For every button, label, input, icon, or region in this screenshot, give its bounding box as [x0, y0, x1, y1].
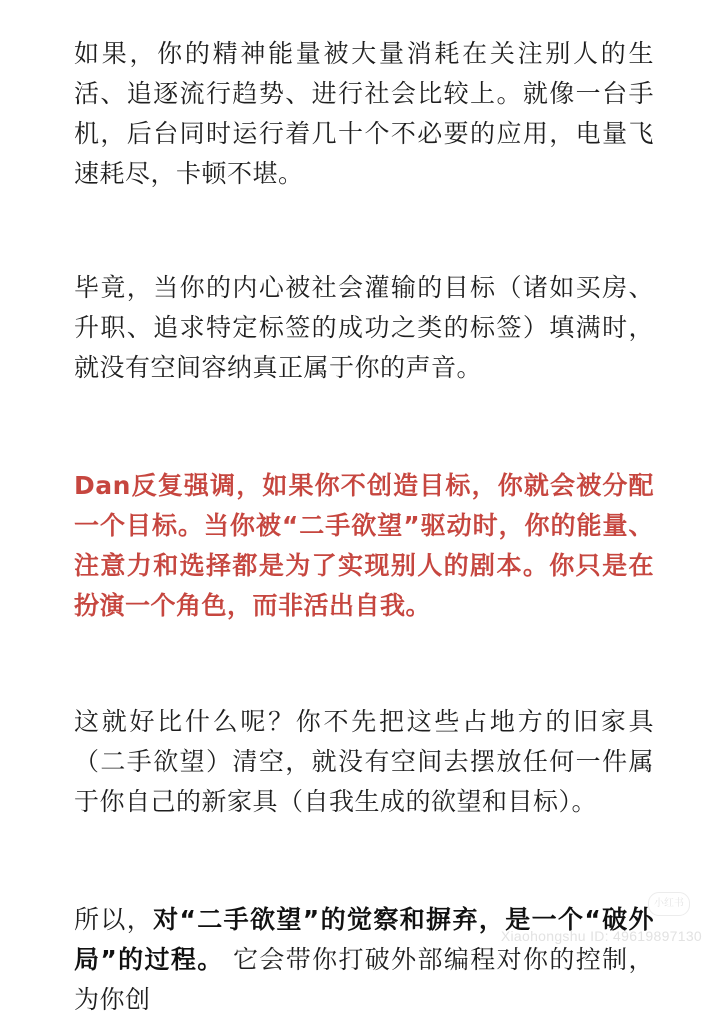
paragraph-4: 这就好比什么呢？你不先把这些占地方的旧家具（二手欲望）清空，就没有空间去摆放任何一件属于你自己的新家具（自我生成的欲望和目标）。	[74, 707, 654, 816]
paragraph-5-lead: 所以，	[74, 905, 154, 934]
article-body	[74, 34, 654, 1020]
paragraph-5-bold: 对“二手欲望”的觉察和摒弃，是一个“破外局”的过程。	[74, 905, 654, 974]
watermark-id: Xiaohongshu ID: 49619897130	[500, 928, 702, 944]
paragraph-1: 如果，你的精神能量被大量消耗在关注别人的生活、追逐流行趋势、进行社会比较上。就像一台手机，后台同时运行着几十个不必要的应用，电量飞速耗尽，卡顿不堪。	[74, 39, 654, 188]
watermark-logo: 小红书	[648, 892, 690, 916]
paragraph-2: 毕竟，当你的内心被社会灌输的目标（诸如买房、升职、追求特定标签的成功之类的标签）填满时，就没有空间容纳真正属于你的声音。	[74, 273, 654, 382]
paragraph-5	[74, 900, 654, 1020]
paragraph-5-rest: 它会带你打破外部编程对你的控制，为你创	[74, 945, 654, 1014]
highlighted-paragraph: Dan反复强调，如果你不创造目标，你就会被分配一个目标。当你被“二手欲望”驱动时，你的能量、注意力和选择都是为了实现别人的剧本。你只是在扮演一个角色，而非活出自我。	[74, 471, 654, 620]
